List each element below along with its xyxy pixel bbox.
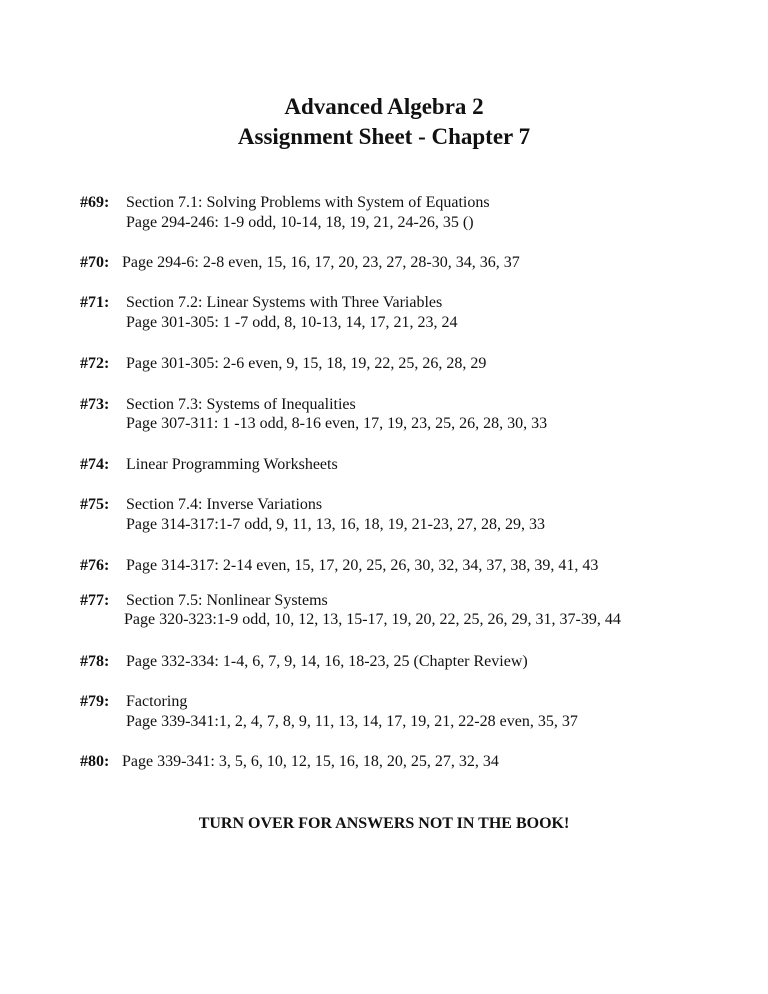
assignment-79: #79: [80,693,110,710]
assignment-72-line-1: Page 301-305: 2-6 even, 9, 15, 18, 19, 22, 25, 26, 28, 29 [126,355,487,372]
assignment-73-line-1: Section 7.3: Systems of Inequalities [126,396,356,413]
assignment-76: #76: [80,557,110,574]
assignment-number: #76 [80,557,104,574]
assignment-number: #70 [80,254,104,271]
assignment-number: #77 [80,592,104,609]
assignment-75-line-2: Page 314-317:1-7 odd, 9, 11, 13, 16, 18, 19, 21-23, 27, 28, 29, 33 [126,516,545,533]
assignment-number: #80 [80,753,104,770]
assignment-77-line-1: Section 7.5: Nonlinear Systems [126,592,328,609]
assignment-71-line-1: Section 7.2: Linear Systems with Three Variables [126,294,443,311]
assignment-69: #69: [80,194,110,211]
assignment-number: #75 [80,496,104,513]
assignment-number: #69 [80,194,104,211]
assignment-76-line-1: Page 314-317: 2-14 even, 15, 17, 20, 25, 26, 30, 32, 34, 37, 38, 39, 41, 43 [126,557,599,574]
assignment-78-line-1: Page 332-334: 1-4, 6, 7, 9, 14, 16, 18-23, 25 (Chapter Review) [126,653,528,670]
document-subtitle: Assignment Sheet - Chapter 7 [237,124,531,149]
assignment-number: #72 [80,355,104,372]
assignment-75: #75: [80,496,110,513]
assignment-73-line-2: Page 307-311: 1 -13 odd, 8-16 even, 17, 19, 23, 25, 26, 28, 30, 33 [126,415,548,432]
assignment-number: #73 [80,396,104,413]
assignment-number: #79 [80,693,104,710]
assignment-number: #78 [80,653,104,670]
assignment-78: #78: [80,653,110,670]
assignment-77-line-2: Page 320-323:1-9 odd, 10, 12, 13, 15-17, 19, 20, 22, 25, 26, 29, 31, 37-39, 44 [124,611,621,628]
assignment-number: #71 [80,294,104,311]
assignment-70-line-1: Page 294-6: 2-8 even, 15, 16, 17, 20, 23, 27, 28-30, 34, 36, 37 [122,254,520,271]
assignment-80: #80: [80,753,110,770]
assignment-80-line-1: Page 339-341: 3, 5, 6, 10, 12, 15, 16, 18, 20, 25, 27, 32, 34 [122,753,499,770]
assignment-70: #70: [80,254,110,271]
assignment-71: #71: [80,294,110,311]
assignment-73: #73: [80,396,110,413]
document-title: Advanced Algebra 2 [284,94,484,119]
assignment-69-line-2: Page 294-246: 1-9 odd, 10-14, 18, 19, 21, 24-26, 35 () [126,214,474,231]
assignment-79-line-1: Factoring [126,693,188,710]
assignment-71-line-2: Page 301-305: 1 -7 odd, 8, 10-13, 14, 17, 21, 23, 24 [126,314,458,331]
assignment-74-line-1: Linear Programming Worksheets [126,456,338,473]
assignment-69-line-1: Section 7.1: Solving Problems with System of Equations [126,194,490,211]
assignment-75-line-1: Section 7.4: Inverse Variations [126,496,323,513]
assignment-77: #77: [80,592,110,609]
assignment-72: #72: [80,355,110,372]
assignment-74: #74: [80,456,110,473]
footer-note: TURN OVER FOR ANSWERS NOT IN THE BOOK! [198,815,570,832]
assignment-number: #74 [80,456,104,473]
assignment-79-line-2: Page 339-341:1, 2, 4, 7, 8, 9, 11, 13, 14, 17, 19, 21, 22-28 even, 35, 37 [126,713,578,730]
